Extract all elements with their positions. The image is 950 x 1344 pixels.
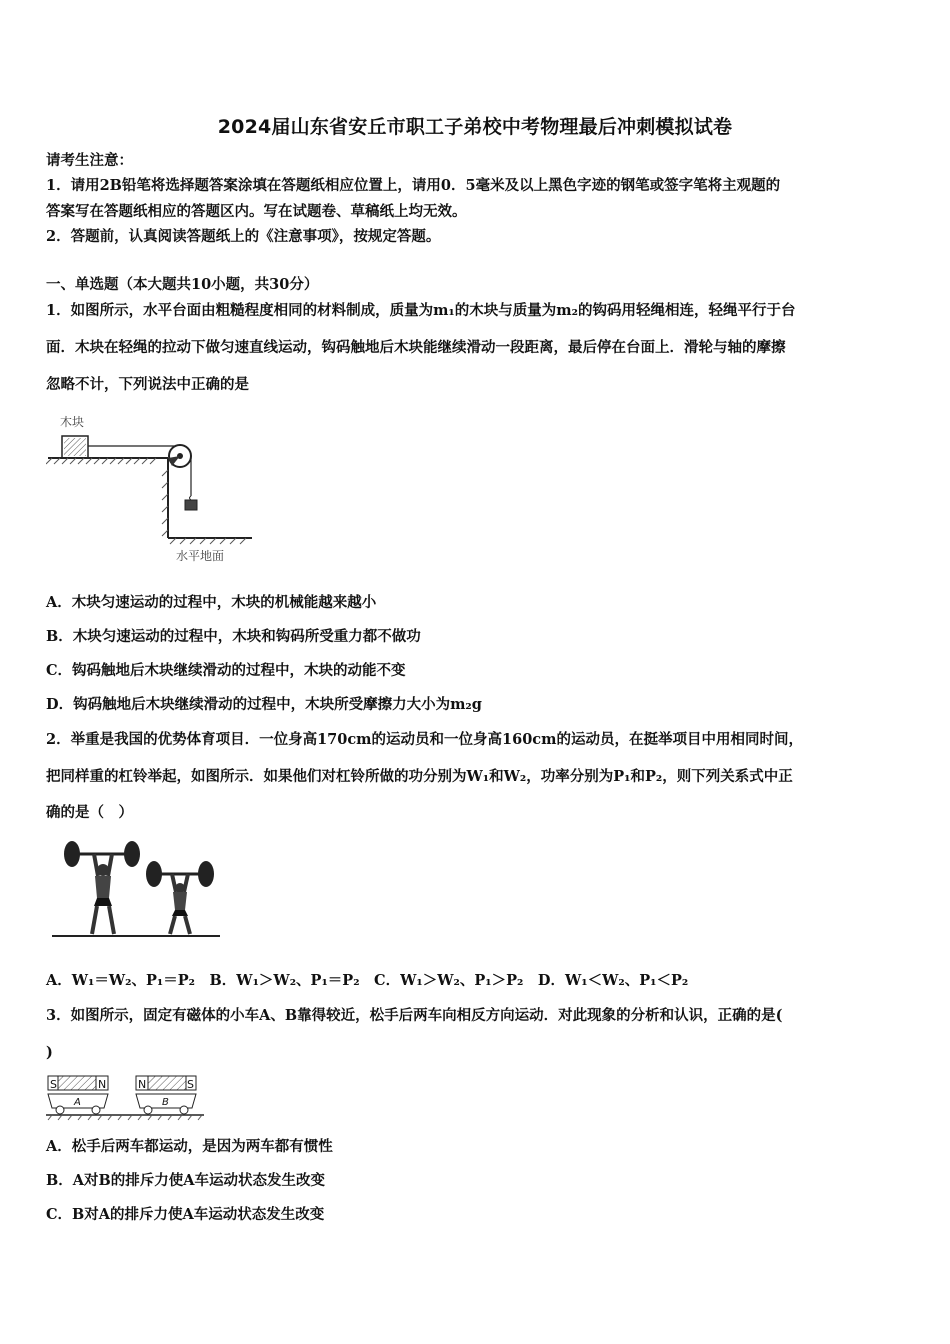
svg-text:N: N [98,1078,107,1091]
notice-line-1: 1．请用2B铅笔将选择题答案涂填在答题纸相应位置上，请用0．5毫米及以上黑色字迹的钢笔或签字笔将主观题的 [46,177,781,194]
q3-option-b: B．A对B的排斥力使A车运动状态发生改变 [46,1172,326,1189]
q2-stem-line-3: 确的是（ ） [46,804,133,821]
q3-stem-line-1: 3．如图所示，固定有磁体的小车A、B靠得较近，松手后两车向相反方向运动．对此现象的分析和认识，正确的是( [46,1007,783,1024]
q3-option-a: A．松手后两车都运动，是因为两车都有惯性 [46,1138,333,1155]
hook-weight [185,500,197,510]
car-a [48,1076,108,1114]
q3-magnet-cars-figure [46,1072,206,1122]
svg-text:A: A [74,1097,81,1108]
lifter-tall [64,841,140,934]
q1-option-c: C．钩码触地后木块继续滑动的过程中，木块的动能不变 [46,662,406,679]
q1-option-a: A．木块匀速运动的过程中，木块的机械能越来越小 [46,594,377,611]
svg-text:S: S [187,1078,194,1091]
notice-line-3: 2．答题前，认真阅读答题纸上的《注意事项》，按规定答题。 [46,228,441,245]
ground-label: 水平地面 [176,549,225,563]
svg-text:N: N [138,1078,147,1091]
q1-stem-line-2: 面．木块在轻绳的拉动下做匀速直线运动，钩码触地后木块能继续滑动一段距离，最后停在台面上．滑轮与轴的摩擦 [46,339,786,356]
q1-option-d: D．钩码触地后木块继续滑动的过程中，木块所受摩擦力大小为m₂g [46,696,482,713]
q3-stem-line-2: ) [46,1044,53,1061]
svg-text:S: S [50,1078,57,1091]
q2-weightlifters-figure [50,836,225,941]
svg-text:B: B [162,1097,169,1108]
lifter-short [146,861,214,934]
q3-option-c: C．B对A的排斥力使A车运动状态发生改变 [46,1206,325,1223]
car-b [136,1076,196,1114]
exam-title: 2024届山东省安丘市职工子弟校中考物理最后冲刺模拟试卷 [217,116,733,138]
q1-stem-line-1: 1．如图所示，水平台面由粗糙程度相同的材料制成，质量为m₁的木块与质量为m₂的钩码用轻绳相连，轻绳平行于台 [46,302,796,319]
q1-pulley-figure [46,410,256,568]
q2-stem-line-1: 2．举重是我国的优势体育项目．一位身高170cm的运动员和一位身高160cm的运动员，在挺举项目中用相同时间， [46,731,803,748]
section-heading: 一、单选题（本大题共10小题，共30分） [46,276,319,293]
notice-line-2: 答案写在答题纸相应的答题区内。写在试题卷、草稿纸上均无效。 [46,203,467,220]
notice-heading: 请考生注意： [46,152,133,169]
q2-stem-line-2: 把同样重的杠铃举起，如图所示．如果他们对杠铃所做的功分别为W₁和W₂，功率分别为P₁和P₂，则下列关系式中正 [46,768,793,785]
q1-option-b: B．木块匀速运动的过程中，木块和钩码所受重力都不做功 [46,628,421,645]
q2-options: A．W₁＝W₂、P₁＝P₂ B．W₁＞W₂、P₁＝P₂ C．W₁＞W₂、P₁＞P₂ D．W₁＜W₂、P₁＜P₂ [46,972,689,989]
block-label: 木块 [60,415,85,429]
q1-stem-line-3: 忽略不计，下列说法中正确的是 [46,376,249,393]
